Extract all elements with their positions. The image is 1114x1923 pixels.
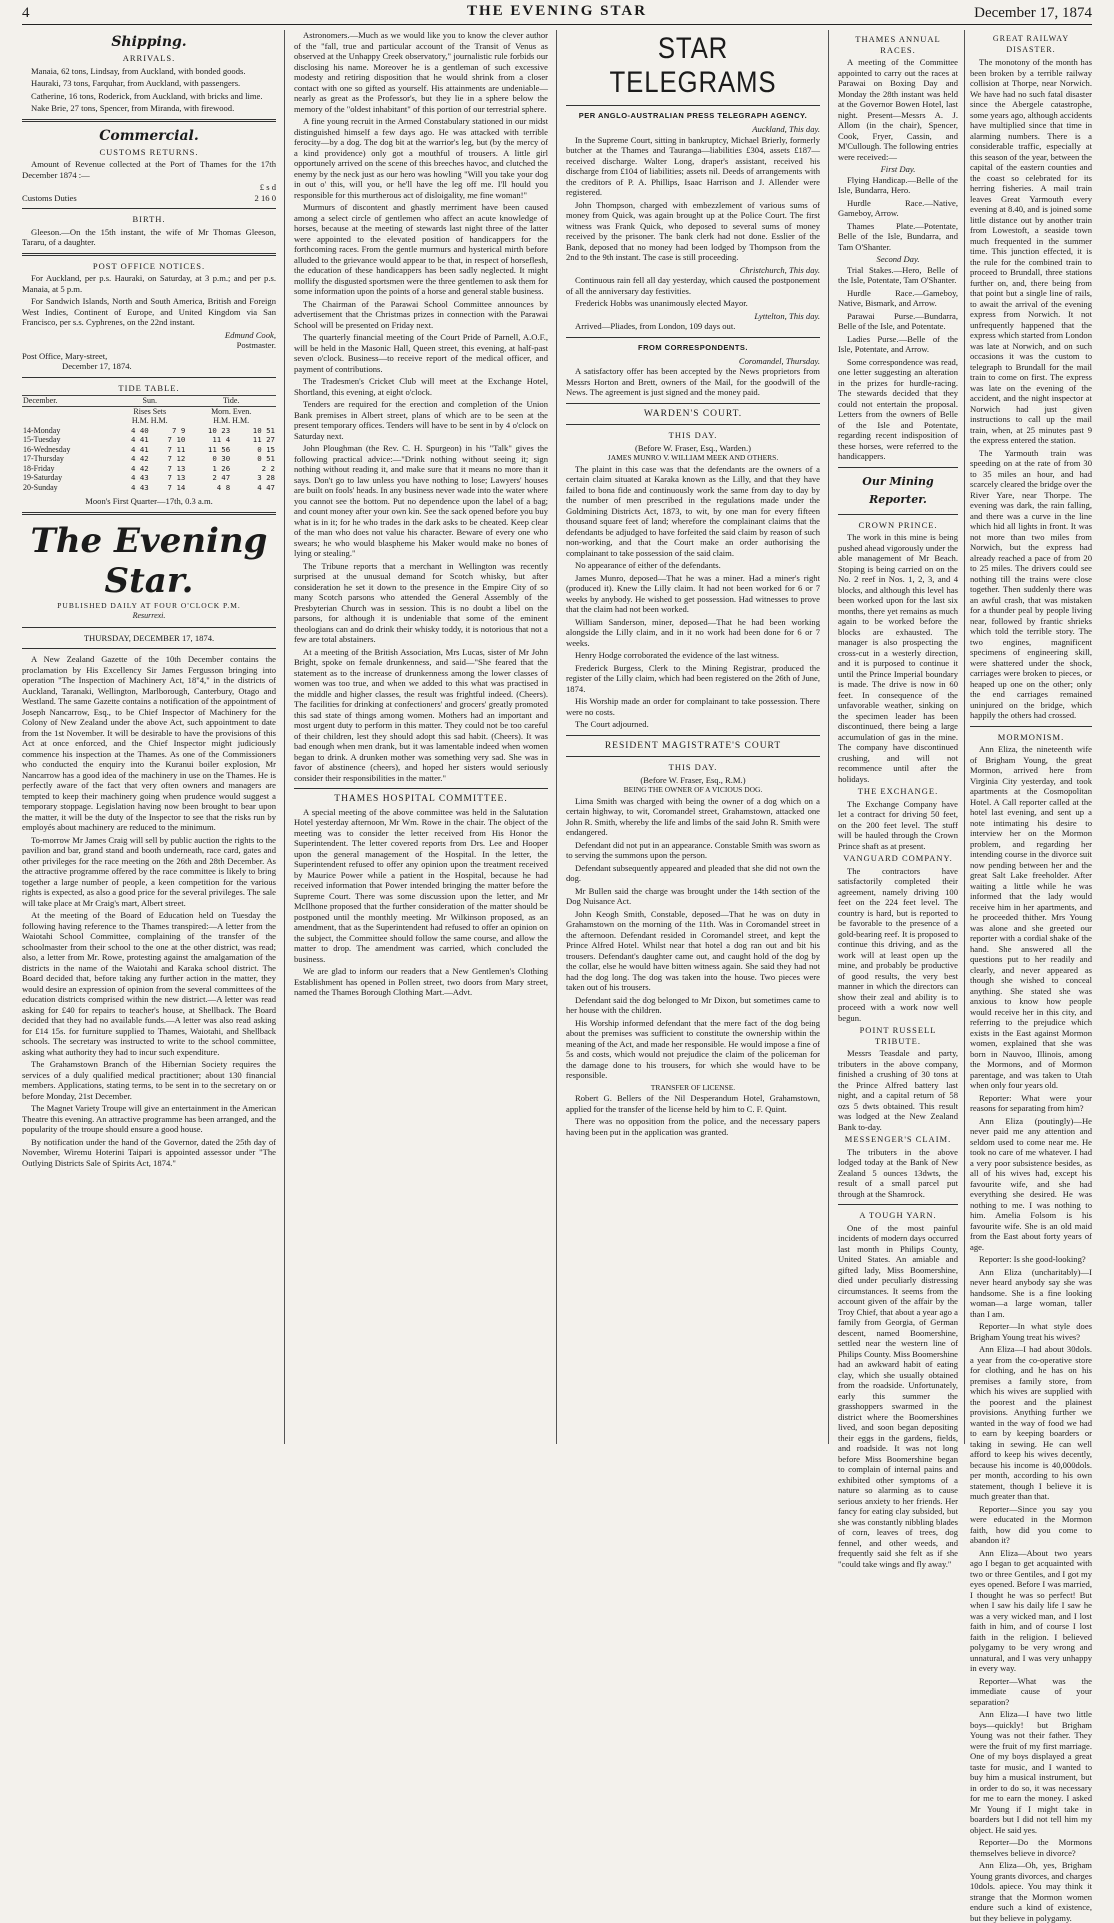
news-paragraph: The Chairman of the Parawai School Committee announces by advertisement that the Christmas prizes in connection with the Parawai School will be presented on Friday next. [294,298,548,330]
mine-heading: VANGUARD COMPANY. [843,853,953,863]
customs-text: Amount of Revenue collected at the Port of Thames for the 17th December 1874 :— [22,159,276,180]
tide-table [22,395,276,492]
post-notice: For Sandwich Islands, North and South America, British and Foreign West Indies, Continent of Europe, and United Kingdom via San Francisco, per s.s. Cyphrenes, on the 22nd instant. [22,296,276,327]
paper-nameplate: The Evening Star. [30,520,268,601]
tide-rise: 4 43 [130,482,149,492]
court-before: (Before W. Fraser, Esq., Warden.) [635,442,751,453]
tide-head-dec: December. [22,396,113,407]
court-paragraph: There was no opposition from the police, and the necessary papers having been put in the application was granted. [566,1116,820,1137]
divider [22,119,276,122]
telegram-paragraph: Frederick Hobbs was unanimously elected Mayor. [575,298,748,308]
telegram-paragraph: Arrived—Pliades, from London, 109 days out. [575,321,736,331]
mining-paragraph: Messrs Teasdale and party, tributers in the above company, finished a crushing of 30 tons at the Prince Alfred battery last night, and a capital return of 58 ozs 5 dwts obtained. This result was lodged at the New Zealand Bank to-day. [838,1048,958,1132]
tide-even: 10 51 [252,425,275,435]
race-entry: Thames Plate.—Potentate, Belle of the Isle, Bundarra, and Tam O'Shanter. [838,220,958,252]
correspondents-heading: FROM CORRESPONDENTS. [637,342,748,352]
customs-heading: CUSTOMS RETURNS. [99,146,199,157]
page-date: December 17, 1874 [974,5,1092,21]
news-paragraph: At a meeting of the British Association, Mrs Lucas, sister of Mr John Bright, spoke on female drunkenness, and said—"She feared that the statement as to the increase of drunkenness among the lower classes of women was too true, and when we added to this what was practised in the middle and higher classes, the result was frightful indeed. (Cheers). The facilities for drinking at confectioners' and grocers' greatly promoted this sad state of things among women. Mothers had an important and most urgent duty to perform in this matter. They could not be too careful of their children, lest they should adopt this sad habit. (Cheers). It was bad enough when men drank, but it was lamentable indeed when women began to drink. A drunken mother was something very sad. She was in favor of abstinence (cheers), and hoped her sisters would seriously consider their responsibilities in the matter." [294,646,548,783]
divider [838,1204,958,1205]
news-paragraph: By notification under the hand of the Governor, dated the 25th day of November, Wiremu Hoterini Taipari is appointed assessor under "The Outlying Districts Sale of Spirits Act, 1874." [22,1136,276,1168]
mine-heading: CROWN PRINCE. [858,519,938,530]
race-entry: Hurdle Race.—Native, Gameboy, Arrow. [838,197,958,218]
tide-row [22,454,276,464]
column-1 [22,30,276,1444]
customs-label: Customs Duties [22,192,77,203]
divider [22,208,276,209]
divider [22,648,276,649]
tide-rise: 4 42 [130,454,149,463]
court-paragraph: Lima Smith was charged with being the owner of a dog which on a certain highway, to wit, Coromandel street, Grahamstown, attacked one John R. Smith, whereby the life and limbs of the said John R. Smith were endangered. [566,795,820,837]
tide-subheader-row [22,406,276,416]
races-heading: THAMES ANNUAL RACES. [855,34,941,55]
arrivals-heading: ARRIVALS. [122,53,176,63]
divider [566,735,820,736]
race-entry: Ladies Purse.—Belle of the Isle, Potentate, and Arrow. [838,333,958,354]
news-paragraph: The Magnet Variety Troupe will give an entertainment in the American Theatre this evening. An attractive programme has been arranged, and the popularity of the troupe should ensure a good house. [22,1103,276,1134]
news-paragraph: John Ploughman (the Rev. C. H. Spurgeon) in his "Talk" gives the following practical advice:—"Drink nothing without seeing it; sign nothing without reading it, and make sure that it means no more than it says. Don't go to law unless you have nothing to lose; Lawyers' houses are built on fools' heads. In any business never wade into the water where you cannot see the bottom. Put no dependence upon the label of a bag; and count money after your own kin. See the sack opened before you buy what is in it; for he who trades in the dark asks to be cheated. Keep clear of the man who does not value his character. Beware of every one who swears; he who would blaspheme his Maker would make no bones of lying or stealing." [294,443,548,558]
races-paragraph: Some correspondence was read, one letter suggesting an alteration in the prizes for hurdle-racing. The stewards decided that they could not entertain the proposal. Letters from the owners of Belle of the Isle and Potentate, regarding recent indisposition of these horses, were referred to the handicappers. [838,356,958,461]
post-office-date: December 17, 1874. [62,361,132,371]
railway-paragraph: The monotony of the month has been broken by a terrible railway collision at Thorpe, near Norwich. We have had no such fatal disaster since the Abergele catastrophe, some years ago, although accidents have multiplied since that time in alarming numbers. There is a considerable traffic, especially at this season of the year, between the capital of the eastern counties and the coast so celebrated for its herring fisheries. A mail train leaves Great Yarmouth every evening at 8.40, and is joined some little distance out by another train from Lowestoft, a seaside town much frequented in the summer time. This junction effected, it is the rule for the combined train to proceed to Brundall, three stations further on, and, there being from that point but a single line of rails, to await the arrival of the evening express from Norwich. It not unfrequently happened that the express which started from London was late at Norwich, and on such occasions it was the custom to telegraph to Brundall for the mail train to come on first. The express was late on the evening of the accident, and the night inspector at Norwich had just given instructions to call up the mail train, when, at 25 minutes past 9 the express entered the station. [970,57,1092,445]
court-paragraph: Defendant did not put in an appearance. Constable Smith was sworn as to serving the summons upon the person. [566,839,820,860]
interview-paragraph: Reporter—Since you say you were educated in the Mormon faith, how did you come to abandon it? [970,1503,1092,1545]
interview-paragraph: Ann Eliza—I have two little boys—quickly! but Brigham Young was not their father. They were the fruit of my first marriage. One of my boys displayed a great taste for music, and I wanted to buy him a musical instrument, but in order to do so, it was necessary for me to earn the money. I asked Mr Young if I might take in boarders but I did not tell him my object. He said yes. [970,1709,1092,1835]
rm-court-heading: RESIDENT MAGISTRATE'S COURT [604,740,782,751]
masthead [22,2,1092,25]
tide-morn: 2 47 [212,473,231,482]
tide-morn: 1 26 [212,463,231,473]
court-paragraph: Robert G. Bellers of the Nil Desperandum Hotel, Grahamstown, applied for the transfer of the license held by him to C. F. Quint. [566,1093,820,1114]
birth-notice: Gleeson.—On the 15th instant, the wife of Mr Thomas Gleeson, Tararu, of a daughter. [22,226,276,247]
correspondent-paragraph: A satisfactory offer has been accepted by the News proprietors from Messrs Horton and Brett, owners of the Mail, for the goodwill of the News. The agreement is just signed and the money paid. [566,366,820,397]
news-paragraph: At the meeting of the Board of Education held on Tuesday the following having reference to the Thames transpired:—A letter from the Waiotahi School Committee, complaining of the transfer of the schoolmaster from their school to the one at the other district, was read; also, a letter from Mr. Rowe, protesting against the amalgamation of the districts in the name of the Waiotahi and Karaka school district. The Board decided that, before taking any further action in the matter, they would desire an expression of opinion from the several committees of the education districts comprised within the new district.—A letter was read asking for £40 for repairs to teacher's house, at Shellback. The Board decided that they had no available funds.—A letter was also read asking for £14 15s. for furniture supplied to Thames, Waiotahi, and Shellback schools. The secretary was instructed to write to the school committee, asking what authority they had to incur such expenditure. [22,910,276,1057]
interview-paragraph: Ann Eliza, the nineteenth wife of Brigham Young, the great Mormon, arrived here from Virginia City yesterday, and took apartments at the Cosmopolitan Hotel. A Call reporter called at the hotel last evening, and sent up a note intimating his desire to interview her on the Mormon problem, and regarding her intending course in the divorce suit now pending between her and the great Salt Lake freeholder. After waiting a little while he was informed that the lady would receive him in her apartments, and he proceeded thither. Mrs Young was alone and she greeted our reporter with a cordial shake of the hand. She answered all the questions put to her readily and clearly, and never appeared as though she wished to conceal anything. She stated she was anxious to know how people would receive her in this city, and referring to the prejudice which exists in the East against Mormon women, explained that she was born in Nauvoo, Illinois, among the Mormons, and of Mormon parentage, and was taken to Utah when only four years old. [970,744,1092,1090]
news-paragraph: A fine young recruit in the Armed Constabulary stationed in our midst distinguished himself a few days ago. He was attacked with terrible ferocity—by a dog. The dog bit at the warrior's leg, but (by the mercy of a kind providence) only got a mouthful of trousers. A little girl opportunely arrived on the scene of this breeches havoc, and clutched the enemy by the neck just as our hero was howling "Will you take your dog in out o' this, will you, or he'll have the leg off me. I'll hould you responsible for this murtherous act of disloigality, me fine woman!" [294,116,548,200]
tide-row [22,445,276,455]
column-4 [838,30,958,1569]
court-paragraph: James Munro, deposed—That he was a miner. Had a miner's right (produced it). Knew the Lilly claim. It had not been worked for 6 or 7 weeks by anybody. He wished to get possession. Had witnesses to prove that the claim had not been worked. [566,572,820,614]
railway-paragraph: The Yarmouth train was speeding on at the rate of from 30 to 35 miles an hour, and had scarcely cleared the bridge over the River Yare, near Thorpe. The evening was dark, the rain falling, and there was a curve in the line which hid all lights in front. It was not more than two miles from Norwich, but the express had already reached a pace of from 20 to 25 miles. The drivers could see nothing till the trains were close together. Then suddenly there was an awful crash, that was mistaken for a thunder peal by people living near, followed by frantic shrieks which told the terrible story. The two engines, magnificent specimens of engineering skill, were shattered under the shock, carriages were broken to pieces, or heaped up one on the other; only the end carriages remained uninjured on the bridge, which happily the others had crossed. [970,447,1092,720]
dateline: Coromandel, Thursday. [738,355,820,366]
tide-row [22,435,276,445]
tide-set: 7 10 [167,435,186,444]
interview-paragraph: Ann Eliza—I had about 30dols. a year from the co-operative store for clothing, and he has on his premises a family store, from which his wives are supplied with the poorest and the plainest provisions. Anything further we wanted in the way of food we had to earn by keeping boarders or taking in sewing. He can well afford to keep his wives decently, because his income is 40,000dols. per month, according to his own statement, though I believe it is much greater than that. [970,1344,1092,1501]
news-paragraph: Tenders are required for the erection and completion of the Union Bank premises in Albert street, plans of which are to be seen at the present temporary offices. Tenders will have to be sent in by 4 o'clock on Saturday next. [294,399,548,441]
mormonism-heading: MORMONISM. [997,731,1065,742]
arrival-entry: Nake Brie, 27 tons, Spencer, from Miranda, with firewood. [31,103,235,113]
tide-header-row [22,396,276,407]
agency-line: PER ANGLO-AUSTRALIAN PRESS TELEGRAPH AGENCY. [578,111,808,120]
wardens-court-heading: WARDEN'S COURT. [643,408,743,419]
interview-paragraph: Reporter: What were your reasons for separating from him? [970,1092,1092,1113]
tide-rise: 4 40 [130,425,149,435]
court-paragraph: William Sanderson, miner, deposed—That he had been working alongside the Lilly claim, and in it no work had been done for 6 or 7 weeks. [566,616,820,648]
telegrams-heading: STAR TELEGRAMS [609,32,777,99]
dateline: Lyttelton, This day. [754,310,820,321]
court-date: THIS DAY. [668,430,718,440]
tide-day: 15-Tuesday [23,435,61,444]
interview-paragraph: Ann Eliza—Oh, yes, Brigham Young grants divorces, and charges 10dols. apiece. You may think it strange that the Mormon women endure such a kind of existence, but they believe in polygamy. [970,1860,1092,1923]
divider [22,253,276,256]
court-before: (Before W. Fraser, Esq., R.M.) [640,774,746,785]
arrival-entry: Catherine, 16 tons, Roderick, from Auckland, with bricks and lime. [31,90,263,101]
tide-units: H.M. H.M. [131,416,168,425]
interview-paragraph: Reporter: Is she good-looking? [979,1254,1086,1264]
tide-set: 7 11 [167,444,186,454]
interview-paragraph: Ann Eliza (uncharitably)—I never heard anybody say she was handsome. She is a fine looking woman—a large woman, taller than I am. [970,1266,1092,1319]
tide-heading: TIDE TABLE. [118,382,180,393]
hospital-paragraph: We are glad to inform our readers that a New Gentlemen's Clothing Establishment has opened in Pollen street, two doors from Mary street, named the Thames Borough Clothing Mart.—Advt. [294,966,548,997]
court-paragraph: Defendant subsequently appeared and pleaded that she did not own the dog. [566,862,820,883]
column-3 [566,30,820,1444]
tide-set: 7 14 [167,482,186,492]
mine-heading: MESSENGER'S CLAIM. [844,1134,952,1144]
hospital-heading: THAMES HOSPITAL COMMITTEE. [334,794,508,804]
tide-even: 3 28 [257,473,275,482]
divider [566,337,820,338]
tide-set: 7 9 [172,425,186,435]
tide-units-row [22,416,276,426]
court-paragraph: Henry Hodge corroborated the evidence of the last witness. [575,650,780,660]
paper-title: THE EVENING STAR [466,3,648,19]
tide-even: 0 15 [257,444,275,454]
page-number: 4 [22,5,30,21]
court-paragraph: The plaint in this case was that the defendants are the owners of a certain claim situated at Karaka known as the Lilly, and that they have failed to bona fide and continuously work the same from day to day by the number of men prescribed in the regulations made under the Goldmining Districts Act, 1873, to wit, by one man for every fifteen thousand square feet of land; wherefore the complainant claims that the defendants be adjudged to have forfeited the said claim by reason of such non-working, and that the Court make an order authorising the complainant to take possession of the said claim. [566,463,820,558]
tide-morn: 0 30 [212,454,231,463]
tide-set: 7 12 [167,454,186,463]
news-paragraph: A New Zealand Gazette of the 10th December contains the proclamation by His Excellency Sir James Fergusson bringing into operation "The Inspection of Machinery Act, 18"4," in the districts of Auckland, Taranaki, Wellington, Marlborough, Canterbury, Otago and Westland. The same Gazette contains a notification of the appointment of Joseph Nancarrow, Esq., to be Chief Inspector of Machinery for the Colony of New Zealand under the above Act, such appointment to date from the 1st November. It will be desirable to have the provisions of this Act at once enforced, and the Chief Inspector might judiciously commence his inspection at the Thames. As one of the Commissioners who conducted the enquiry into the Kuranui boiler explosion, Mr Nancarrow has a good idea of the machinery in use on the Thames. He is perfectly aware of the fact that very often owners and managers are tempted to keep their machinery going when prudence would suggest a temporary stoppage. Legislation having now been brought to bear upon the matter, it will be the duty of the Inspector to see that the risks run by employés about machinery are reduced to the minimum. [22,654,276,832]
tide-morn: 11 56 [207,444,231,454]
column-rule [964,30,965,1444]
tide-morn: 11 4 [212,435,231,444]
tide-head-me: Morn. Even. [211,406,252,416]
mining-paragraph: The tributers in the above lodged today at the Bank of New Zealand 5 ounces 13dwts, the result of a small parcel put through at the Shamrock. [838,1146,958,1199]
mine-heading: THE EXCHANGE. [857,786,939,796]
hospital-paragraph: A special meeting of the above committee was held in the Salutation Hotel yesterday afternoon, Mr Wm. Rowe in the chair. The object of the meeting was to consider the letter received from His Honor the Superintendent. The letter covered reports from Drs. Lee and Hooper upon the general management of the Hospital. In the letter, the Superintendent refused to offer any opinion upon the treatment received by Maurice Power while a patient in the Hospital, because he had received information that Power intended bringing the matter before the Supreme Court. There was some discussion upon the letter, and Mr McIlhone proposed that the further consideration of the matter should be postponed until the monthly meeting. Mr Wilkinson proposed, as an amendment, that as the Superintendent had refused to offer an opinion on the subject, the Committee should follow the same course, and allow the matter to drop. The amendment was carried, which concluded the business. [294,806,548,964]
news-paragraph: Astronomers.—Much as we would like you to know the clever author of the "fall, true and particular account of the Transit of Venus as observed at the Unhappy Creek observatory," journalistic rule forbids our disclosing his name. Moreover he is a gentleman of such excessive modesty and retiring disposition that he would shrink from a closer contact with one so gifted as yourself. His attainments are undeniable—nearly as great as the Professor's, but they lie in a sphere below the memory of the "oldest inhabitant" of this portion of our terrestrial sphere. [294,30,548,114]
tide-rise: 4 41 [130,435,149,444]
news-paragraph: The quarterly financial meeting of the Court Pride of Parnell, A.O.F., will be held in the Masonic Hall, Queen street, this evening, at half-past seven o'clock. Business—to receive report of the medical officer, and payment of contributions. [294,332,548,374]
court-paragraph: His Worship made an order for complainant to take possession. There were no costs. [566,696,820,717]
court-paragraph: The Court adjourned. [575,719,649,729]
case-title: BEING THE OWNER OF A VICIOUS DOG. [623,785,763,794]
interview-paragraph: Reporter—What was the immediate cause of your separation? [970,1675,1092,1707]
tide-head-tide: Tide. [186,396,276,407]
telegram-paragraph: In the Supreme Court, sitting in bankruptcy, Michael Brierly, formerly butcher at the Thames and Tauranga—liabilities £304, assets £187—received discharge. Walter Long, draper's assistant, received his discharge from £104 of liabilities; assets nil. Deeds of arrangements with the creditors of P. A. Phillips, Isaac Harrison and J. Allender were registered. [566,134,820,197]
lsd-header: £ s d [259,182,276,192]
court-paragraph: John Keogh Smith, Constable, deposed—That he was on duty in Grahamstown on the morning of the 11th. Was in Coromandel street in the afternoon. Defendant resided in Coromandel street, and kept the Prince Alfred Hotel. Whilst near that hotel a dog ran out and bit his trousers. Defendant's daughter came out, and caught hold of the dog by the collar, else he would have bitten witness again. She said they had not had the dog long. The dog was taken into the house. Two pieces were taken out of his trousers. [566,908,820,992]
tide-row [22,426,276,436]
story-heading: A TOUGH YARN. [859,1210,937,1220]
column-rule [828,30,829,1444]
customs-row [22,193,276,204]
case-title: JAMES MUNRO V. WILLIAM MEEK AND OTHERS. [607,453,779,462]
interview-paragraph: Ann Eliza—About two years ago I began to get acquainted with two or three Gentiles, and I got my eyes opened. Before I was married, I thought he was so perfect! But when I saw his daily life I saw he was a very wicked man, and I lost faith in him, and of course I lost faith in the religion. I believed polygamy to be very wrong and unnatural, and I was very unhappy in every way. [970,1547,1092,1673]
divider [22,512,276,515]
post-signer-title: Postmaster. [236,340,276,350]
publication-notice: PUBLISHED DAILY AT FOUR O'CLOCK P.M. [57,600,241,610]
race-day: Second Day. [876,254,920,264]
shipping-heading: Shipping. [111,34,187,50]
paper-dateline: THURSDAY, DECEMBER 17, 1874. [83,632,215,643]
tide-row [22,464,276,474]
race-entry: Parawai Purse.—Bundarra, Belle of the Isle, and Potentate. [838,310,958,331]
divider [566,403,820,404]
tide-units: H.M. H.M. [213,416,250,425]
tide-day: 18-Friday [23,463,55,473]
paper-motto: Resurrexi. [132,611,166,620]
tide-day: 14-Monday [23,425,61,435]
arrival-entry: Hauraki, 73 tons, Farquhar, from Auckland, with passengers. [31,78,241,88]
tide-even: 2 2 [261,463,275,473]
dateline: Auckland, This day. [752,124,820,134]
news-paragraph: Murmurs of discontent and ghastly merriment have been caused among a select circle of gentlemen who affect an acute knowledge of horses, because at the meeting of stewards last night three of the latter were appointed to the elevated position of handicappers for the forthcoming races. From the gentle murmurs and hysterical mirth before alluded to the grievance would appear to be that, in respect of horseflesh, the education of these handicappers has been sadly neglected. It might mollify the disgusted sportsmen were the three gentlemen to ask them for some information upon the points of a horse and general stable business. [294,202,548,296]
customs-amount: 2 16 0 [254,192,276,203]
birth-heading: BIRTH. [132,214,166,224]
races-paragraph: A meeting of the Committee appointed to carry out the races at Parawai on Boxing Day and Monday the 28th instant was held at the Governor Bowen Hotel, last night. Present—Messrs A. J. Allom (in the chair), Spencer, Cook, Fryer, Cassin, and M'Cullough. The following entries were received:— [838,57,958,162]
story-paragraph: One of the most painful incidents of modern days occurred last month in Philips County, United States. An amiable and gifted lady, Miss Boomershine, died under peculiarly distressing circumstances. It seems from the account given of the affair by the Troy Chief, that about a year ago a family from Georgia, of German descent, named Boomershine, settled near the western line of Philips County. Miss Boomershine had an awkward habit of eating clay, which she usually obtained from the roadside. Unfortunately, early this summer the grasshoppers swarmed in the district where the Boomershines lived, and soon began depositing their eggs in the gardens, fields, and roadside. It was not long before Miss Boomershine began to complain of internal pains and exhibited other symptoms of a nature so alarming as to cause serious anxiety to her friends. Her fancy for eating clay subsided, but she was constantly nibbling blades of corn, leaves of trees, dog fennel, and other weeds, and frequently said she felt as if she "could take wings and fly away." [838,1222,958,1569]
mining-paragraph: The contractors have satisfactorily completed their agreement, namely driving 100 feet on the 224 feet level. The country is hard, but is reported to be favorable to the presence of a gold-bearing reef. It is proposed to continue this driving, and as the work will at least open up the mine, and probably be productive of good results, the very best manner in which the directors can show their zeal and ability is to proceed with a work now well begun. [838,865,958,1023]
news-paragraph: The Tradesmen's Cricket Club will meet at the Exchange Hotel, Shortland, this evening, at eight o'clock. [294,376,548,397]
commercial-heading: Commercial. [99,127,199,144]
tide-day: 19-Saturday [23,473,63,482]
arrival-entry: Manaia, 62 tons, Lindsay, from Auckland, with bonded goods. [31,65,246,76]
tide-day: 16-Wednesday [23,444,71,454]
divider [838,467,958,468]
news-paragraph: The Grahamstown Branch of the Hibernian Society requires the services of a duly qualified medical practitioner; about 130 financial members. Applications, stating terms, to be sent in to the secretary on or before Monday, 21st December. [22,1059,276,1101]
column-5 [970,30,1092,1923]
tide-row [22,473,276,483]
court-paragraph: Mr Bullen said the charge was brought under the 14th section of the Dog Nuisance Act. [566,885,820,906]
divider [566,424,820,425]
tide-rise: 4 41 [130,444,149,454]
tide-day: 17-Thursday [23,454,64,463]
tide-morn: 10 23 [207,425,231,435]
divider [970,726,1092,727]
tide-set: 7 13 [167,463,186,473]
divider [294,788,548,789]
court-paragraph: No appearance of either of the defendants. [575,560,721,570]
tide-row [22,483,276,493]
moon-phase: Moon's First Quarter—17th, 0.3 a.m. [85,496,213,506]
mining-paragraph: The Exchange Company have let a contract for driving 50 feet, on the 200 feet level. The stuff will be hauled through the Crown Prince shaft as at present. [838,798,958,851]
mining-paragraph: The work in this mine is being pushed ahead vigorously under the able management of Mr Beach. Stoping is being carried on on the No. 2 reef in Nos. 1, 2, 3, and 4 blocks, and although this level has been worked upon for the last six months, there yet remains as much again to be worked before the blocks are exhausted. The manager is also prospecting the cross-cut in a westerly direction, and it is purposed to continue it until the Prince Imperial boundary is made. The drive is now in 60 feet. In consequence of the unfavorable weather, sinking on the specimen leader has been discontinued, there being a large accumulation of gas in the mine. The company have discontinued crushing, and will not recommence until after the holidays. [838,532,958,784]
telegram-paragraph: Continuous rain fell all day yesterday, which caused the postponement of all the anniversary day festivities. [566,275,820,296]
interview-paragraph: Reporter—Do the Mormons themselves believe in divorce? [970,1837,1092,1858]
court-paragraph: His Worship informed defendant that the mere fact of the dog being about the premises was sufficient to constitute the ownership within the meaning of the Act, and made her responsible. He would impose a fine of 5s and costs, which would not prejudice the claim of the policeman for the damage done to his trousers, for which she would have to be responsible. [566,1017,820,1080]
tide-head-rs: Rises Sets [133,406,167,416]
post-office-address: Post Office, Mary-street, [22,350,108,361]
column-rule [284,30,285,1444]
interview-paragraph: Ann Eliza (poutingly)—He never paid me any attention and seldom used to come near me. He took no care of me whatever. I had a very poor subsistence besides, as all of his wives had, except his favourite wife, and she had everything she desired. He was nothing to me. I was nothing to him. Amelia Folsom is his favourite wife. She is an old maid from the East about forty years of age. [970,1115,1092,1252]
tide-rise: 4 42 [130,463,149,473]
post-heading: POST OFFICE NOTICES. [92,260,206,271]
tide-rise: 4 43 [130,473,149,482]
race-entry: Trial Stakes.—Hero, Belle of the Isle, Potentate, Tam O'Shanter. [838,264,958,285]
news-paragraph: To-morrow Mr James Craig will sell by public auction the rights to the pavilion and bar, grand stand and booth underneath, race card, gates and other privileges for the race meeting on the 26th and 28th December. As the attractive programme offered by the race committee is likely to bring together a large number of people, a keen competition for the various rights is expected, as also a good price for the several privileges. The sale will take place at Mr Craig's mart, Albert street. [22,834,276,908]
court-paragraph: Defendant said the dog belonged to Mr Dixon, but sometimes came to her house with the children. [566,994,820,1015]
post-signer: Edmund Cook, [224,329,276,340]
court-paragraph: Frederick Burgess, Clerk to the Mining Registrar, produced the register of the Lilly claim, which had been registered on the 26th of June, 1874. [566,662,820,694]
column-rule [556,30,557,1444]
mining-heading: Our Mining Reporter. [862,474,934,506]
telegram-paragraph: John Thompson, charged with embezzlement of various sums of money from Quick, was again brought up at the Police Court. The first witness was Frank Quick, who deposed to several sums of money received by the prisoner. The bank clerk had not done. Esslier of the Bank, deposed that no money had been lodged by Thompson from the 2nd to the 9th instant. The case is still proceeding. [566,199,820,262]
interview-paragraph: Reporter—In what style does Brigham Young treat his wives? [970,1321,1092,1342]
tide-even: 0 51 [257,454,275,463]
race-entry: Flying Handicap.—Belle of the Isle, Bundarra, Hero. [838,174,958,195]
divider [566,105,820,106]
tide-day: 20-Sunday [23,482,58,492]
railway-heading: GREAT RAILWAY DISASTER. [992,34,1070,54]
divider [838,514,958,515]
divider [22,627,276,628]
case-title: TRANSFER OF LICENSE. [650,1082,736,1092]
divider [22,377,276,378]
post-notice: For Auckland, per p.s. Hauraki, on Saturday, at 3 p.m.; and per p.s. Manaia, at 5 p.m. [22,273,276,294]
dateline: Christchurch, This day. [739,264,820,275]
race-entry: Hurdle Race.—Gameboy, Native, Bismark, and Arrow. [838,287,958,308]
column-2 [294,30,548,1444]
tide-even: 4 47 [257,482,275,492]
divider [566,756,820,757]
tide-even: 11 27 [252,435,275,444]
race-day: First Day. [880,164,916,174]
court-date: THIS DAY. [668,762,718,772]
news-paragraph: The Tribune reports that a merchant in Wellington was recently surprised at the unusual demand for Scotch whisky, but after consideration he set it down to the presence in the Empire City of so many Scotch parsons who attended the General Assembly of the Presbyterian Church was in session. This is no doubt a libel on the parsons, for although it is undeniable that some of the eminent theologians can and do drink their whisky toddy, it is notorious that not a few are total abstainers. [294,560,548,644]
mine-heading: POINT RUSSELL TRIBUTE. [859,1025,937,1046]
tide-head-sun: Sun. [113,396,186,407]
tide-set: 7 13 [167,473,186,482]
tide-morn: 4 8 [216,482,231,492]
